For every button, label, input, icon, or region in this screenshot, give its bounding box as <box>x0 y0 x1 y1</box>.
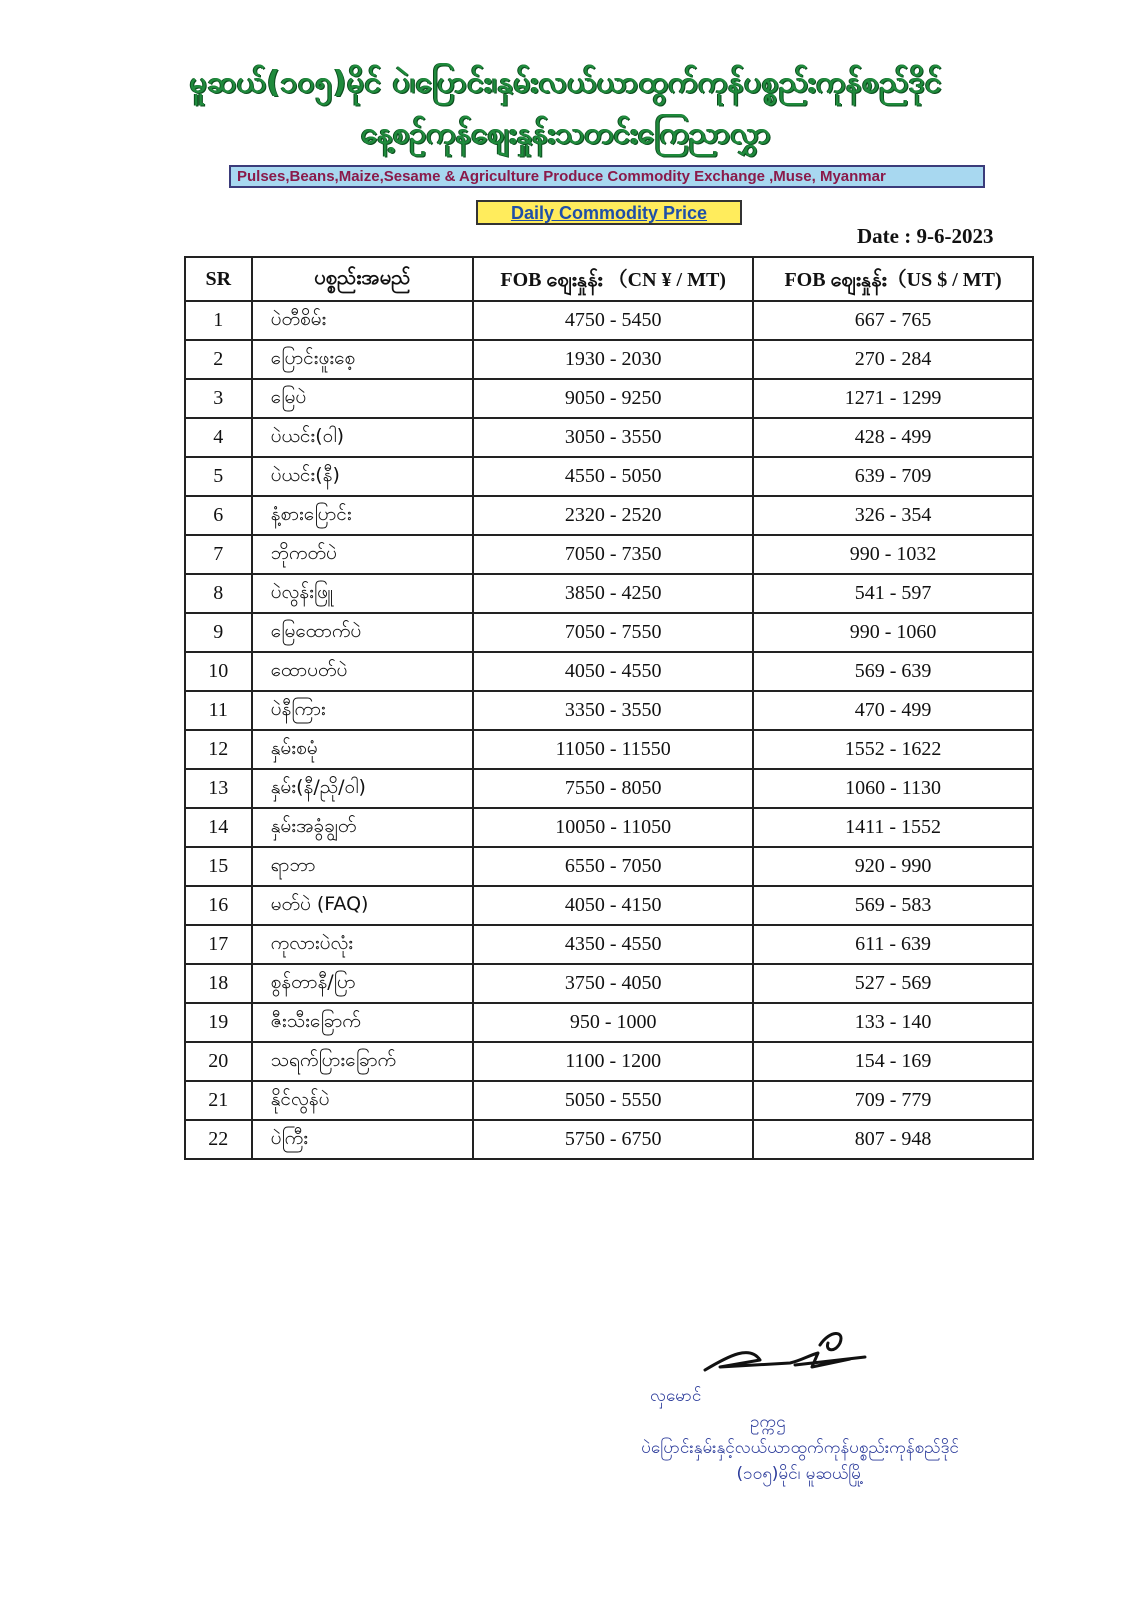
row-fob-cny-cell: 3750 - 4050 <box>473 964 753 1003</box>
row-fob-usd-cell: 667 - 765 <box>753 301 1033 340</box>
row-fob-usd-cell: 527 - 569 <box>753 964 1033 1003</box>
table-row <box>185 496 1033 535</box>
row-fob-usd-cell: 270 - 284 <box>753 340 1033 379</box>
row-sr-cell: 6 <box>185 496 252 535</box>
row-sr-cell: 19 <box>185 1003 252 1042</box>
row-fob-cny-cell: 4750 - 5450 <box>473 301 753 340</box>
row-sr-cell: 17 <box>185 925 252 964</box>
row-fob-usd-cell: 639 - 709 <box>753 457 1033 496</box>
row-fob-cny-cell: 5750 - 6750 <box>473 1120 753 1159</box>
row-fob-cny-cell: 3850 - 4250 <box>473 574 753 613</box>
row-fob-usd-cell: 326 - 354 <box>753 496 1033 535</box>
row-fob-cny-cell: 10050 - 11050 <box>473 808 753 847</box>
row-sr-cell: 1 <box>185 301 252 340</box>
row-fob-usd-cell: 807 - 948 <box>753 1120 1033 1159</box>
row-fob-cny-cell: 2320 - 2520 <box>473 496 753 535</box>
table-row <box>185 535 1033 574</box>
row-item-name-cell: မြေပဲ <box>252 379 474 418</box>
row-fob-usd-cell: 1271 - 1299 <box>753 379 1033 418</box>
row-item-name-cell: နှမ်းအခွံချွတ် <box>252 808 474 847</box>
row-item-name-cell: ထောပတ်ပဲ <box>252 652 474 691</box>
table-row <box>185 1120 1033 1159</box>
row-item-name-cell: ရာဘာ <box>252 847 474 886</box>
row-fob-usd-cell: 470 - 499 <box>753 691 1033 730</box>
page-title-line-2: နေ့စဉ်ကုန်စျေးနှုန်းသတင်းကြေညာလွှာ <box>361 116 771 151</box>
row-item-name-cell: ဘိုကတ်ပဲ <box>252 535 474 574</box>
table-row <box>185 574 1033 613</box>
column-header-item-name: ပစ္စည်းအမည် <box>252 257 474 301</box>
table-row <box>185 457 1033 496</box>
row-sr-cell: 14 <box>185 808 252 847</box>
page-title-line-1: မူဆယ်(၁၀၅)မိုင် ပဲ၊ပြောင်း၊နှမ်းလယ်ယာထွက်ကုန်ပစ္စည်းကုန်စည်ဒိုင် <box>189 65 943 100</box>
table-row <box>185 730 1033 769</box>
row-sr-cell: 3 <box>185 379 252 418</box>
row-item-name-cell: နံ့စားပြောင်း <box>252 496 474 535</box>
table-header-row <box>185 257 1033 301</box>
row-item-name-cell: ပဲယင်း(နီ) <box>252 457 474 496</box>
row-item-name-cell: မတ်ပဲ (FAQ) <box>252 886 474 925</box>
row-fob-usd-cell: 920 - 990 <box>753 847 1033 886</box>
row-sr-cell: 18 <box>185 964 252 1003</box>
row-fob-cny-cell: 11050 - 11550 <box>473 730 753 769</box>
row-fob-cny-cell: 4050 - 4150 <box>473 886 753 925</box>
row-item-name-cell: ပဲယင်း(ဝါ) <box>252 418 474 457</box>
row-fob-cny-cell: 6550 - 7050 <box>473 847 753 886</box>
signatory-location: (၁၀၅)မိုင်၊ မူဆယ်မြို့ <box>736 1464 864 1484</box>
row-item-name-cell: သရက်ပြားခြောက် <box>252 1042 474 1081</box>
row-sr-cell: 21 <box>185 1081 252 1120</box>
row-item-name-cell: မြေထောက်ပဲ <box>252 613 474 652</box>
row-fob-cny-cell: 4350 - 4550 <box>473 925 753 964</box>
table-row <box>185 808 1033 847</box>
row-fob-cny-cell: 7550 - 8050 <box>473 769 753 808</box>
row-fob-cny-cell: 5050 - 5550 <box>473 1081 753 1120</box>
signatory-name: လှမောင် <box>650 1386 702 1406</box>
table-row <box>185 1003 1033 1042</box>
price-table <box>184 256 1034 1160</box>
row-fob-cny-cell: 3050 - 3550 <box>473 418 753 457</box>
row-item-name-cell: ပဲကြီး <box>252 1120 474 1159</box>
row-fob-usd-cell: 1060 - 1130 <box>753 769 1033 808</box>
row-fob-cny-cell: 3350 - 3550 <box>473 691 753 730</box>
row-item-name-cell: ပဲလွန်းဖြူ <box>252 574 474 613</box>
table-row <box>185 1042 1033 1081</box>
row-item-name-cell: ပဲနီကြား <box>252 691 474 730</box>
row-item-name-cell: ကုလားပဲလုံး <box>252 925 474 964</box>
table-row <box>185 964 1033 1003</box>
signatory-organization: ပဲပြောင်းနှမ်းနှင့်လယ်ယာထွက်ကုန်ပစ္စည်းကုန်စည်ဒိုင် <box>641 1438 959 1458</box>
column-header-sr: SR <box>185 257 252 301</box>
row-sr-cell: 16 <box>185 886 252 925</box>
row-sr-cell: 15 <box>185 847 252 886</box>
row-fob-usd-cell: 133 - 140 <box>753 1003 1033 1042</box>
report-date: Date : 9-6-2023 <box>857 224 994 248</box>
row-item-name-cell: စွန်တာနီ/ပြာ <box>252 964 474 1003</box>
row-fob-usd-cell: 154 - 169 <box>753 1042 1033 1081</box>
row-item-name-cell: နှမ်း(နီ/ညို/ဝါ) <box>252 769 474 808</box>
row-fob-usd-cell: 709 - 779 <box>753 1081 1033 1120</box>
row-fob-cny-cell: 7050 - 7350 <box>473 535 753 574</box>
daily-price-label: Daily Commodity Price <box>476 200 742 225</box>
row-fob-cny-cell: 7050 - 7550 <box>473 613 753 652</box>
row-fob-usd-cell: 990 - 1060 <box>753 613 1033 652</box>
row-sr-cell: 2 <box>185 340 252 379</box>
row-fob-usd-cell: 611 - 639 <box>753 925 1033 964</box>
row-fob-usd-cell: 1552 - 1622 <box>753 730 1033 769</box>
table-body <box>185 301 1033 1159</box>
row-sr-cell: 12 <box>185 730 252 769</box>
row-sr-cell: 20 <box>185 1042 252 1081</box>
row-fob-usd-cell: 541 - 597 <box>753 574 1033 613</box>
row-sr-cell: 4 <box>185 418 252 457</box>
row-fob-usd-cell: 569 - 583 <box>753 886 1033 925</box>
row-fob-cny-cell: 1930 - 2030 <box>473 340 753 379</box>
table-row <box>185 613 1033 652</box>
row-item-name-cell: ပဲတီစိမ်း <box>252 301 474 340</box>
row-sr-cell: 11 <box>185 691 252 730</box>
row-sr-cell: 22 <box>185 1120 252 1159</box>
table-row <box>185 340 1033 379</box>
column-header-fob-usd: FOB စျေးနှုန်း（US $ / MT) <box>753 257 1033 301</box>
row-sr-cell: 10 <box>185 652 252 691</box>
table-row <box>185 691 1033 730</box>
row-sr-cell: 7 <box>185 535 252 574</box>
row-sr-cell: 5 <box>185 457 252 496</box>
row-fob-cny-cell: 950 - 1000 <box>473 1003 753 1042</box>
table-row <box>185 301 1033 340</box>
row-fob-cny-cell: 4050 - 4550 <box>473 652 753 691</box>
table-row <box>185 1081 1033 1120</box>
row-item-name-cell: နှမ်းစမုံ <box>252 730 474 769</box>
row-sr-cell: 8 <box>185 574 252 613</box>
row-item-name-cell: ဇီးသီးခြောက် <box>252 1003 474 1042</box>
row-fob-usd-cell: 428 - 499 <box>753 418 1033 457</box>
row-fob-cny-cell: 9050 - 9250 <box>473 379 753 418</box>
table-row <box>185 847 1033 886</box>
table-row <box>185 652 1033 691</box>
row-fob-cny-cell: 1100 - 1200 <box>473 1042 753 1081</box>
row-fob-cny-cell: 4550 - 5050 <box>473 457 753 496</box>
row-fob-usd-cell: 569 - 639 <box>753 652 1033 691</box>
table-row <box>185 769 1033 808</box>
table-row <box>185 379 1033 418</box>
table-row <box>185 418 1033 457</box>
signature-block <box>590 1325 1010 1515</box>
signatory-title: ဥက္ကဌ <box>750 1412 786 1432</box>
row-item-name-cell: နိုင်လွန်ပဲ <box>252 1081 474 1120</box>
row-fob-usd-cell: 990 - 1032 <box>753 535 1033 574</box>
column-header-fob-cny: FOB စျေးနှုန်း （CN ¥ / MT) <box>473 257 753 301</box>
table-row <box>185 925 1033 964</box>
row-fob-usd-cell: 1411 - 1552 <box>753 808 1033 847</box>
exchange-banner: Pulses,Beans,Maize,Sesame & Agriculture Produce Commodity Exchange ,Muse, Myanmar <box>229 165 985 188</box>
row-sr-cell: 13 <box>185 769 252 808</box>
row-sr-cell: 9 <box>185 613 252 652</box>
row-item-name-cell: ပြောင်းဖူးစေ့ <box>252 340 474 379</box>
handwritten-signature <box>700 1325 870 1385</box>
table-row <box>185 886 1033 925</box>
